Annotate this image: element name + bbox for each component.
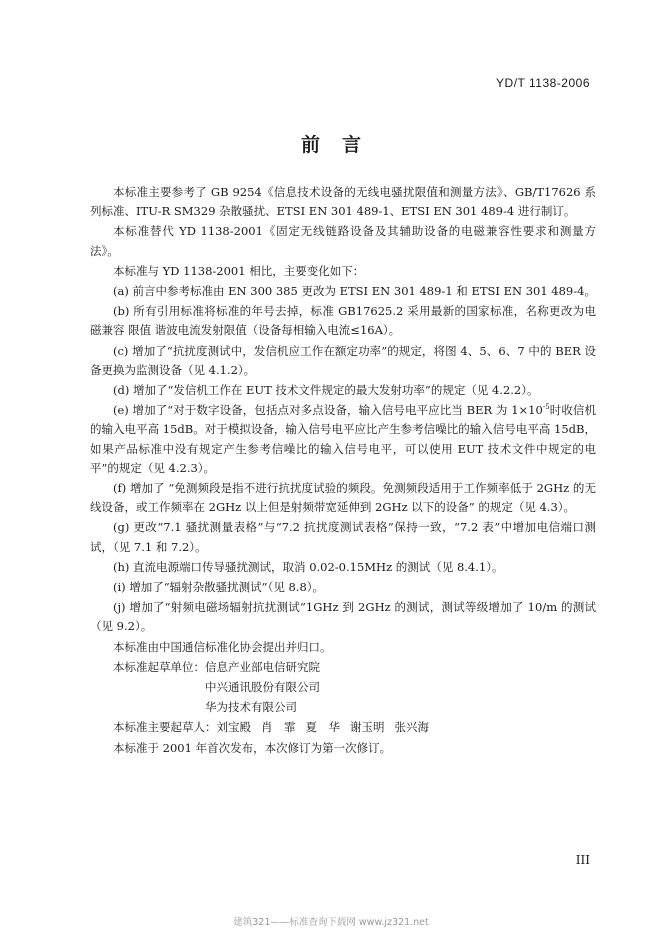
change-item-g: (g) 更改“7.1 骚扰测量表格”与“7.2 抗扰度测试表格”保持一致，“7.2 表”中增加电信端口测试，（见 7.1 和 7.2）。 <box>90 520 596 554</box>
drafter-name: 谢玉明 <box>350 720 385 735</box>
paragraph-changes-intro: 本标准与 YD 1138-2001 相比，主要变化如下： <box>113 263 365 278</box>
drafter-name: 刘宝殿 <box>216 720 251 735</box>
drafting-units-row <box>90 658 596 677</box>
drafter-name: 张兴海 <box>394 720 429 735</box>
drafter-name: 肖 霏 <box>261 720 296 735</box>
paragraph-references: 本标准主要参考了 GB 9254《信息技术设备的无线电骚扰限值和测量方法》、GB/T17626 系列标准、ITU-R SM329 杂散骚扰、ETSI EN 301 489-1、ETSI EN 301 489-4 进行制订。 <box>90 185 596 219</box>
issue-note: 本标准于 2001 年首次发布，本次修订为第一次修订。 <box>113 740 392 755</box>
drafter-name: 夏 华 <box>305 720 340 735</box>
paragraph-proposed-by: 本标准由中国通信标准化协会提出并归口。 <box>113 639 332 654</box>
drafters-label: 本标准主要起草人： <box>113 720 217 735</box>
change-item-f: (f) 增加了 “免测频段是指不进行抗扰度试验的频段。免测频段适用于工作频率低于 2GHz 的无线设备，或工作频率在 2GHz 以上但是射频带宽延伸到 2GHz 以下的设备” 的规定（见 4.3）。 <box>90 481 596 515</box>
change-item-i: (i) 增加了“辐射杂散骚扰测试”（见 8.8）。 <box>113 580 325 595</box>
watermark-footer: 建筑321——标准查询下载网 www.jz321.net <box>233 917 429 928</box>
drafting-unit: 华为技术有限公司 <box>205 700 297 715</box>
change-item-e-text-2: 时收信机的输入电平高 15dB。对于模拟设备，输入信号电平应比产生参考信噪比的输入信号电平高 15dB，如果产品标准中没有规定产生参考信噪比的输入信号电平，可以使用 EUT 技术文件中规定的电平”的规定（见 4.2.3）。 <box>90 403 597 475</box>
drafting-unit: 中兴通讯股份有限公司 <box>205 680 320 695</box>
change-item-e-text-1: (e) 增加了“对于数字设备，包括点对多点设备，输入信号电平应比当 BER 为 1×10 <box>113 403 543 418</box>
change-item-d: (d) 增加了“发信机工作在 EUT 技术文件规定的最大发射功率”的规定（见 4.2.2）。 <box>113 383 539 398</box>
drafting-unit-row <box>90 698 596 717</box>
change-item-e-exponent: -5 <box>542 403 550 412</box>
change-item-c: (c) 增加了“抗扰度测试中，发信机应工作在额定功率”的规定，将图 4、5、6、7 中的 BER 设备更换为监测设备（见 4.1.2）。 <box>90 343 596 377</box>
paragraph-replaces: 本标准替代 YD 1138-2001《固定无线链路设备及其辅助设备的电磁兼容性要求和测量方法》。 <box>90 224 596 258</box>
drafters-row <box>90 718 596 737</box>
page-title: 前言 <box>300 134 383 156</box>
change-item-e <box>90 401 596 478</box>
page-number: III <box>575 853 590 867</box>
change-item-b: (b) 所有引用标准将标准的年号去掉，标准 GB17625.2 采用最新的国家标准，名称更改为电磁兼容 限值 谐波电流发射限值（设备每相输入电流≤16A）。 <box>90 304 596 338</box>
drafting-unit: 信息产业部电信研究院 <box>205 659 320 674</box>
change-item-j: (j) 增加了“射频电磁场辐射抗扰测试”1GHz 到 2GHz 的测试，测试等级增加了 10/m 的测试（见 9.2）。 <box>90 600 596 634</box>
preface-body <box>90 183 596 758</box>
standard-code: YD/T 1138-2006 <box>496 76 590 90</box>
drafting-unit-row <box>90 678 596 697</box>
drafting-units-label: 本标准起草单位： <box>113 659 205 674</box>
change-item-a: (a) 前言中参考标准由 EN 300 385 更改为 ETSI EN 301 489-1 和 ETSI EN 301 489-4。 <box>113 284 596 299</box>
change-item-h: (h) 直流电源端口传导骚扰测试，取消 0.02-0.15MHz 的测试（见 8.4.1）。 <box>113 559 504 574</box>
